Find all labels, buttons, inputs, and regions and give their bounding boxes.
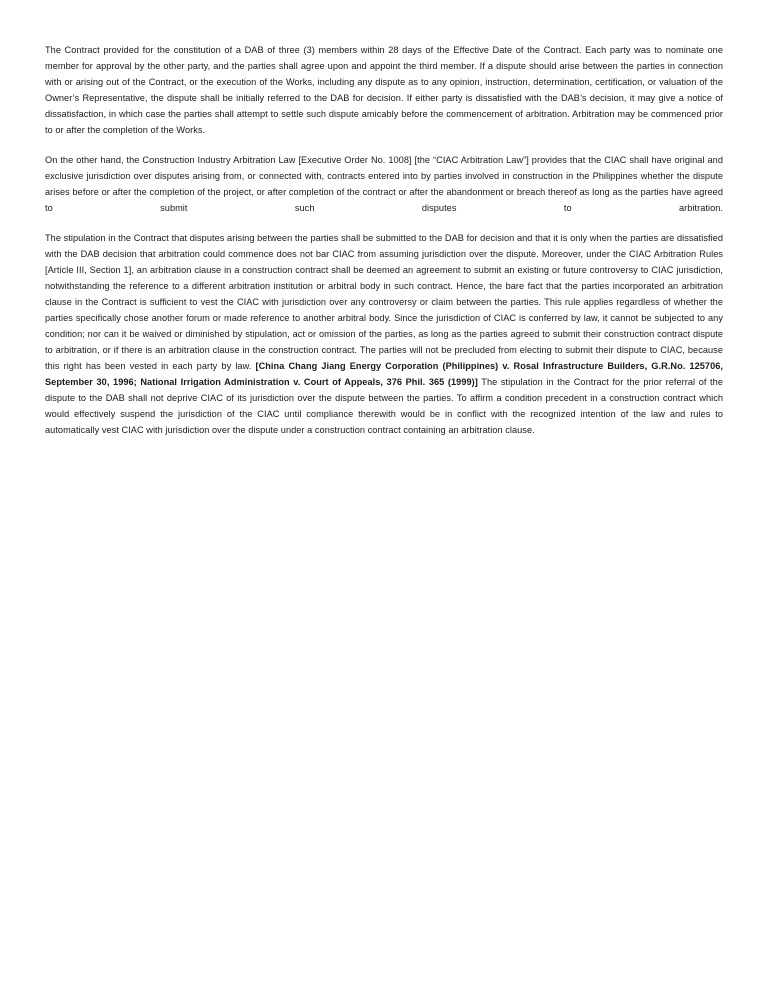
- case-citation: [China Chang Jiang Energy Corporation (Philippines) v. Rosal Infrastructure Builders, G.R.No. 125706, September 30, 1996; National Irrigation Administration v. Court of Appeals, 376 Phil. 365 (1999)]: [45, 361, 723, 387]
- paragraph-text-after-citation: The stipulation in the Contract for the prior referral of the dispute to the DAB shall not deprive CIAC of its jurisdiction over the dispute between the parties. To affirm a condition precedent in a construction contract which would effectively suspend the jurisdiction of the CIAC until compliance therewith would be in conflict with the recognized intention of the law and rules to automatically vest CIAC with jurisdiction over the dispute under a construction contract containing an arbitration clause.: [45, 377, 723, 435]
- document-page: [45, 42, 723, 452]
- paragraph-ciac-law: On the other hand, the Construction Industry Arbitration Law [Executive Order No. 1008] [the “CIAC Arbitration Law”] provides that the CIAC shall have original and exclusive jurisdiction over disputes arising from, or connected with, contracts entered into by parties involved in construction in the Philippines whether the dispute arises before or after the completion of the project, or after completion of the contract or after the abandonment or breach thereof as long as the parties have agreed to submit such disputes to arbitration.: [45, 155, 723, 213]
- paragraph-dab-constitution: The Contract provided for the constitution of a DAB of three (3) members within 28 days of the Effective Date of the Contract. Each party was to nominate one member for approval by the other party, and the parties shall agree upon and appoint the third member. If a dispute should arise between the parties in connection with or arising out of the Contract, or the execution of the Works, including any dispute as to any opinion, instruction, determination, certification, or valuation of the Owner’s Representative, the dispute shall be initially referred to the DAB for decision. If either party is dissatisfied with the DAB’s decision, it may give a notice of dissatisfaction, in which case the parties shall attempt to settle such dispute amicably before the commencement of arbitration. Arbitration may be commenced prior to or after the completion of the Works.: [45, 45, 723, 135]
- paragraph-text-before-citation: The stipulation in the Contract that disputes arising between the parties shall be submitted to the DAB for decision and that it is only when the parties are dissatisfied with the DAB decision that arbitration could commence does not bar CIAC from assuming jurisdiction over the dispute. Moreover, under the CIAC Arbitration Rules [Article III, Section 1], an arbitration clause in a construction contract shall be deemed an agreement to submit an existing or future controversy to CIAC jurisdiction, notwithstanding the reference to a different arbitration institution or arbitral body in such contract. Hence, the bare fact that the parties incorporated an arbitration clause in the Contract is sufficient to vest the CIAC with jurisdiction over any controversy or claim between the parties. This rule applies regardless of whether the parties specifically chose another forum or made reference to another arbitral body. Since the jurisdiction of CIAC is conferred by law, it cannot be subjected to any condition; nor can it be waived or diminished by stipulation, act or omission of the parties, as long as the parties agreed to submit their construction contract dispute to arbitration, or if there is an arbitration clause in the construction contract. The parties will not be precluded from electing to submit their dispute to CIAC, because this right has been vested in each party by law.: [45, 233, 723, 371]
- paragraph-ciac-jurisdiction: [45, 230, 723, 438]
